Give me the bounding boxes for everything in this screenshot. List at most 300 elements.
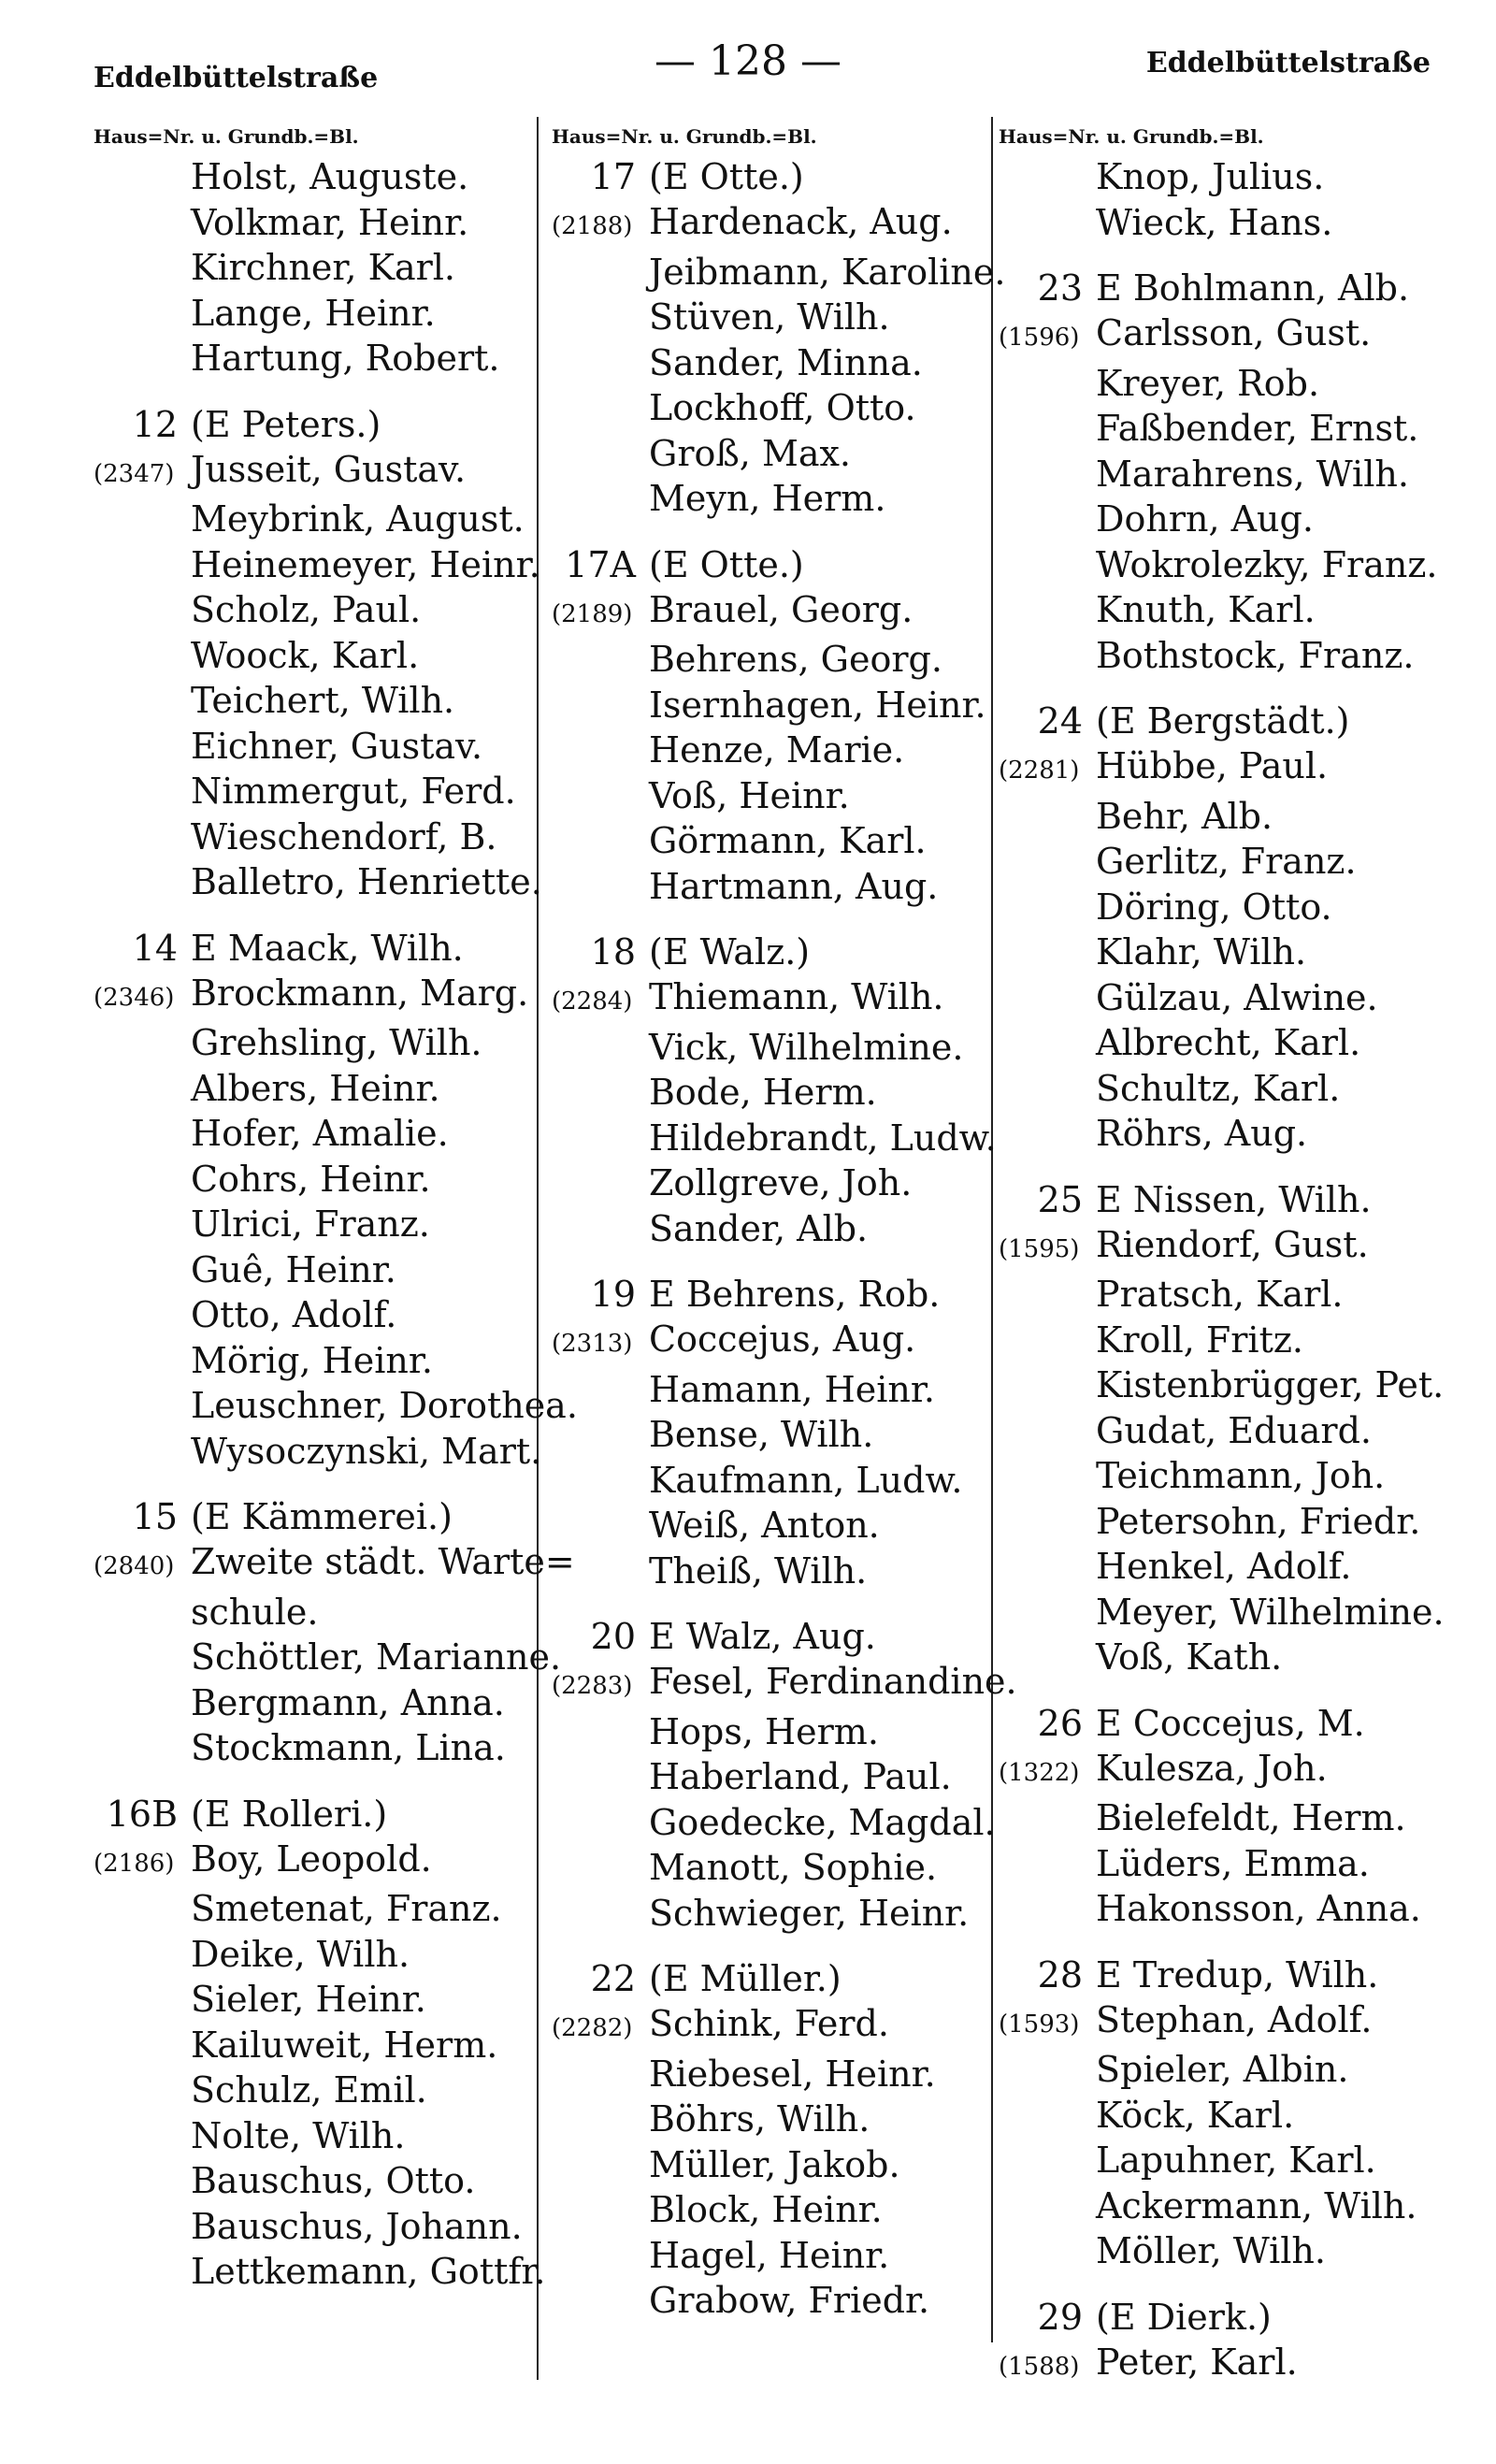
resident-name: Goedecke, Magdal. [649, 1801, 996, 1843]
resident-row [94, 1157, 542, 1203]
house-number: 17A [565, 543, 636, 585]
resident-row [552, 1367, 1000, 1413]
resident-name: Groß, Max. [649, 432, 852, 474]
resident-name: Klahr, Wilh. [1096, 931, 1307, 973]
house-header [999, 1177, 1485, 1222]
resident-name: Behrens, Georg. [649, 639, 942, 680]
resident-row [999, 1746, 1485, 1796]
resident-name: Faßbender, Ernst. [1096, 408, 1419, 449]
resident-name: Kirchner, Karl. [191, 247, 456, 288]
resident-row [999, 1635, 1485, 1680]
house-header [94, 1792, 542, 1837]
resident-name: Kaufmann, Ludw. [649, 1459, 963, 1501]
resident-row [552, 2187, 1000, 2233]
grundbuch-number: (1593) [999, 2010, 1080, 2039]
house-entry [94, 1494, 575, 1771]
house-number: 23 [1037, 267, 1083, 309]
resident-row [999, 1544, 1485, 1590]
house-header [552, 154, 1000, 199]
resident-row [999, 542, 1485, 588]
resident-row [94, 971, 542, 1021]
resident-name: Meyn, Herm. [649, 478, 886, 519]
resident-name: Peter, Karl. [1096, 2341, 1298, 2383]
resident-row [94, 2249, 546, 2295]
resident-row [94, 769, 542, 814]
resident-row [552, 1754, 1000, 1800]
resident-name: Schöttler, Marianne. [191, 1636, 562, 1678]
resident-row [999, 2138, 1485, 2183]
resident-name: Knop, Julius. [1096, 156, 1325, 197]
resident-row [94, 1383, 578, 1429]
resident-name: Köck, Karl. [1096, 2094, 1295, 2136]
house-number: 20 [590, 1616, 636, 1657]
resident-name: Hops, Herm. [649, 1710, 879, 1752]
resident-row [552, 2097, 1000, 2142]
resident-row [552, 1025, 1000, 1071]
column-heading: Haus=Nr. u. Grundb.=Bl. [999, 125, 1264, 148]
resident-row [552, 587, 1000, 638]
resident-name: Wieck, Hans. [1096, 201, 1333, 243]
resident-row [999, 2183, 1485, 2229]
resident-row [999, 975, 1485, 1021]
resident-row [552, 683, 1000, 728]
column-heading: Haus=Nr. u. Grundb.=Bl. [552, 125, 817, 148]
resident-row [999, 2228, 1485, 2274]
resident-row [999, 885, 1485, 930]
house-header [552, 1956, 1000, 2001]
house-header [999, 1952, 1485, 1997]
resident-row [552, 1206, 1000, 1252]
house-entry [552, 929, 1000, 1251]
resident-name: Wokrolezky, Franz. [1096, 543, 1438, 585]
resident-row [94, 291, 542, 337]
owner-label: E Nissen, Wilh. [1096, 1178, 1372, 1220]
resident-name: Boy, Leopold. [191, 1837, 432, 1880]
resident-row [552, 476, 1000, 522]
house-entry [999, 1952, 1485, 2274]
resident-name: Leuschner, Dorothea. [191, 1385, 578, 1426]
owner-label: E Coccejus, M. [1096, 1702, 1365, 1744]
resident-row [552, 199, 1000, 250]
resident-row [999, 200, 1485, 246]
house-entry [999, 1701, 1485, 1932]
resident-name: Block, Heinr. [649, 2189, 883, 2230]
house-number: 25 [1037, 1178, 1083, 1220]
resident-row [94, 447, 542, 497]
resident-row [552, 2142, 1000, 2188]
resident-row [94, 1539, 575, 1590]
resident-row [552, 2233, 1000, 2279]
owner-label: (E Otte.) [649, 543, 804, 585]
resident-name: Ackermann, Wilh. [1096, 2184, 1417, 2226]
resident-row [94, 2158, 542, 2204]
resident-name: Kulesza, Joh. [1096, 1747, 1328, 1789]
resident-name: Kistenbrügger, Pet. [1096, 1364, 1445, 1405]
resident-row [999, 743, 1485, 794]
resident-name: Bauschus, Otto. [191, 2160, 476, 2201]
resident-row [999, 361, 1485, 407]
resident-name: Gerlitz, Franz. [1096, 841, 1357, 882]
house-header [999, 266, 1485, 310]
house-number: 14 [132, 927, 178, 969]
resident-row [999, 2047, 1485, 2093]
house-number: 19 [590, 1274, 636, 1315]
grundbuch-number: (2188) [552, 212, 633, 240]
resident-name: Wysoczynski, Mart. [191, 1430, 542, 1472]
resident-name: Weiß, Anton. [649, 1505, 880, 1546]
resident-name: Grehsling, Wilh. [191, 1022, 482, 1063]
resident-row [552, 1317, 1000, 1367]
resident-name: Dohrn, Aug. [1096, 498, 1314, 540]
grundbuch-number: (1588) [999, 2352, 1080, 2381]
resident-row [999, 1066, 1485, 1112]
resident-row [999, 633, 1485, 679]
resident-name: Brauel, Georg. [649, 588, 913, 630]
house-entry [999, 154, 1485, 245]
resident-name: Stephan, Adolf. [1096, 1998, 1373, 2040]
house-entry [94, 1792, 546, 2295]
resident-name: Meybrink, August. [191, 498, 525, 540]
house-entry [552, 542, 1000, 910]
resident-name: Haberland, Paul. [649, 1756, 952, 1797]
resident-name: Bergmann, Anna. [191, 1681, 505, 1723]
house-number: 12 [132, 403, 178, 445]
resident-name: Woock, Karl. [191, 634, 420, 676]
grundbuch-number: (2189) [552, 599, 633, 628]
resident-name: Teichmann, Joh. [1096, 1455, 1386, 1496]
resident-row [999, 1886, 1485, 1932]
resident-name: Röhrs, Aug. [1096, 1113, 1308, 1154]
resident-row [552, 1070, 1000, 1116]
grundbuch-number: (2281) [999, 756, 1080, 785]
resident-name: Nimmergut, Ferd. [191, 771, 516, 812]
grundbuch-number: (2282) [552, 2014, 633, 2042]
resident-row [552, 1458, 1000, 1504]
page-header [0, 37, 1496, 112]
resident-row [94, 1932, 542, 1978]
grundbuch-number: (2186) [94, 1849, 175, 1878]
resident-row [999, 452, 1485, 497]
resident-row [94, 1066, 542, 1112]
resident-name: Behr, Alb. [1096, 795, 1273, 837]
resident-row [552, 1659, 1017, 1709]
owner-label: (E Bergstädt.) [1096, 700, 1350, 742]
resident-row [999, 406, 1485, 452]
house-entry [94, 402, 542, 905]
resident-row [999, 794, 1485, 840]
resident-name: Holst, Auguste. [191, 156, 469, 197]
resident-row [552, 637, 1000, 683]
resident-name: Pratsch, Karl. [1096, 1274, 1344, 1315]
grundbuch-number: (1596) [999, 324, 1080, 352]
owner-label: (E Walz.) [649, 931, 811, 973]
resident-row [999, 1362, 1485, 1408]
resident-row [552, 1800, 1000, 1846]
grundbuch-number: (2313) [552, 1330, 633, 1358]
resident-row [94, 2068, 542, 2113]
owner-label: (E Müller.) [649, 1958, 842, 1999]
resident-name: Marahrens, Wilh. [1096, 453, 1409, 495]
resident-row [999, 1020, 1485, 1066]
resident-name: Albrecht, Karl. [1096, 1022, 1361, 1063]
resident-row [94, 1292, 542, 1338]
resident-row [94, 1111, 542, 1157]
house-number: 18 [590, 931, 636, 973]
resident-row [552, 2001, 1000, 2052]
resident-name: Riebesel, Heinr. [649, 2053, 936, 2095]
resident-name: Voß, Kath. [1096, 1636, 1283, 1678]
resident-row [94, 1886, 542, 1932]
resident-name: Petersohn, Friedr. [1096, 1500, 1421, 1542]
resident-row [94, 1590, 542, 1635]
resident-row [94, 678, 542, 724]
resident-name: Hofer, Amalie. [191, 1113, 449, 1154]
resident-row [94, 542, 542, 588]
resident-name: Zweite städt. Warte= [191, 1541, 575, 1582]
resident-name: Heinemeyer, Heinr. [191, 543, 540, 585]
resident-name: Manott, Sophie. [649, 1847, 938, 1888]
directory-column [552, 125, 1017, 2344]
resident-name: Hakonsson, Anna. [1096, 1888, 1421, 1929]
owner-label: E Behrens, Rob. [649, 1274, 941, 1315]
resident-row [552, 1116, 1000, 1161]
resident-name: Böhrs, Wilh. [649, 2098, 870, 2140]
grundbuch-number: (2284) [552, 987, 633, 1016]
owner-label: E Walz, Aug. [649, 1616, 876, 1657]
resident-name: Cohrs, Heinr. [191, 1158, 431, 1200]
resident-name: Scholz, Paul. [191, 589, 422, 630]
resident-name: Gülzau, Alwine. [1096, 976, 1378, 1018]
resident-row [94, 1725, 542, 1771]
resident-row [552, 2052, 1000, 2097]
resident-name: Otto, Adolf. [191, 1294, 397, 1335]
house-header [552, 1272, 1000, 1317]
resident-row [999, 2093, 1485, 2139]
grundbuch-number: (2346) [94, 983, 175, 1012]
directory-column [94, 125, 578, 2315]
resident-row [94, 1977, 542, 2023]
resident-row [999, 1408, 1485, 1454]
resident-name: Lapuhner, Karl. [1096, 2140, 1376, 2181]
house-entry [552, 1614, 1017, 1936]
resident-row [552, 1709, 1000, 1755]
resident-name: Kreyer, Rob. [1096, 362, 1320, 404]
resident-row [999, 929, 1485, 975]
house-number: 16B [106, 1793, 178, 1835]
resident-name: Balletro, Henriette. [191, 861, 542, 902]
house-header [999, 1701, 1485, 1746]
owner-label: E Maack, Wilh. [191, 927, 464, 969]
grundbuch-number: (1322) [999, 1758, 1080, 1787]
resident-row [552, 974, 1000, 1025]
resident-name: Henze, Marie. [649, 729, 905, 771]
house-header [552, 542, 1000, 587]
resident-name: Lettkemann, Gottfr. [191, 2251, 546, 2292]
resident-name: Sander, Minna. [649, 341, 923, 383]
resident-name: schule. [191, 1591, 319, 1633]
resident-name: Mörig, Heinr. [191, 1339, 433, 1381]
resident-row [999, 1453, 1485, 1499]
resident-name: Thiemann, Wilh. [649, 976, 944, 1017]
resident-name: Jeibmann, Karoline. [649, 251, 1006, 293]
resident-row [999, 310, 1485, 361]
resident-name: Kailuweit, Herm. [191, 2024, 498, 2066]
resident-row [94, 724, 542, 770]
resident-row [94, 497, 542, 542]
resident-name: Grabow, Friedr. [649, 2280, 930, 2321]
resident-name: Riendorf, Gust. [1096, 1223, 1369, 1265]
house-header [94, 402, 542, 447]
house-entry [999, 1177, 1485, 1680]
resident-row [999, 587, 1485, 633]
resident-row [999, 839, 1485, 885]
resident-name: Deike, Wilh. [191, 1933, 410, 1975]
resident-row [94, 2204, 542, 2250]
resident-row [94, 1837, 542, 1887]
resident-row [999, 1111, 1485, 1157]
resident-name: Schink, Ferd. [649, 2003, 889, 2044]
resident-name: Hartmann, Aug. [649, 865, 939, 907]
resident-name: Kroll, Fritz. [1096, 1318, 1303, 1361]
resident-name: Bothstock, Franz. [1096, 634, 1415, 676]
resident-row [999, 1499, 1485, 1545]
house-header [552, 929, 1000, 974]
resident-name: Albers, Heinr. [191, 1067, 440, 1109]
house-entry [999, 2295, 1485, 2390]
resident-row [552, 431, 1000, 477]
house-entry [552, 1956, 1000, 2324]
resident-name: Stüven, Wilh. [649, 296, 890, 338]
resident-name: Hübbe, Paul. [1096, 745, 1329, 786]
resident-row [552, 340, 1000, 386]
resident-name: Theiß, Wilh. [649, 1549, 868, 1592]
resident-name: Jusseit, Gustav. [191, 448, 467, 490]
resident-name: Hildebrandt, Ludw. [649, 1117, 997, 1159]
street-header-left: Eddelbüttelstraße [94, 62, 379, 94]
resident-row [552, 1891, 1000, 1937]
street-header-right: Eddelbüttelstraße [1145, 47, 1431, 79]
resident-name: Müller, Jakob. [649, 2143, 900, 2185]
resident-name: Teichert, Wilh. [191, 680, 455, 721]
resident-name: Hagel, Heinr. [649, 2234, 890, 2276]
grundbuch-number: (2283) [552, 1672, 633, 1700]
resident-name: Sander, Alb. [649, 1207, 869, 1249]
directory-column [999, 126, 1485, 2410]
resident-row [94, 1247, 542, 1293]
house-number: 26 [1037, 1702, 1083, 1744]
resident-row [999, 1222, 1485, 1273]
grundbuch-number: (2347) [94, 459, 175, 488]
owner-label: (E Otte.) [649, 156, 804, 197]
resident-row [94, 1680, 542, 1726]
resident-row [94, 245, 542, 291]
house-number: 29 [1037, 2296, 1083, 2338]
resident-name: Nolte, Wilh. [191, 2114, 406, 2156]
page-number: — 128 — [654, 37, 842, 85]
grundbuch-number: (1595) [999, 1234, 1080, 1263]
resident-name: Hartung, Robert. [191, 338, 500, 379]
resident-row [552, 1160, 1000, 1206]
resident-row [552, 1549, 1000, 1594]
house-entry [94, 926, 578, 1475]
resident-row [552, 1845, 1000, 1891]
resident-name: Zollgreve, Joh. [649, 1162, 913, 1203]
resident-name: Carlsson, Gust. [1096, 312, 1372, 353]
resident-row [94, 587, 542, 633]
resident-name: Lockhoff, Otto. [649, 387, 916, 428]
house-header [999, 699, 1485, 743]
resident-name: Fesel, Ferdinandine. [649, 1661, 1017, 1702]
resident-row [999, 2340, 1485, 2390]
resident-name: Bauschus, Johann. [191, 2205, 523, 2247]
resident-name: Spieler, Albin. [1096, 2049, 1349, 2090]
resident-row [94, 814, 542, 860]
resident-name: Bense, Wilh. [649, 1414, 874, 1455]
resident-row [552, 385, 1000, 431]
owner-label: (E Rolleri.) [191, 1793, 388, 1835]
resident-row [94, 1202, 542, 1247]
resident-row [552, 818, 1000, 864]
resident-row [552, 773, 1000, 819]
resident-row [999, 1318, 1485, 1363]
resident-row [94, 1429, 542, 1475]
resident-name: Gudat, Eduard. [1096, 1409, 1373, 1451]
column-heading: Haus=Nr. u. Grundb.=Bl. [94, 125, 359, 148]
resident-row [94, 2023, 542, 2068]
owner-label: E Bohlmann, Alb. [1096, 267, 1410, 309]
resident-row [999, 1272, 1485, 1318]
owner-label: (E Dierk.) [1096, 2296, 1272, 2338]
house-entry [552, 1272, 1000, 1593]
house-number: 17 [590, 156, 636, 197]
resident-name: Hamann, Heinr. [649, 1368, 935, 1410]
resident-name: Ulrici, Franz. [191, 1203, 430, 1245]
resident-name: Guê, Heinr. [191, 1248, 396, 1290]
house-entry [999, 266, 1485, 678]
house-number: 22 [590, 1958, 636, 1999]
resident-name: Döring, Otto. [1096, 886, 1332, 928]
resident-row [552, 728, 1000, 773]
resident-row [999, 154, 1485, 200]
house-header [94, 926, 542, 971]
grundbuch-number: (2840) [94, 1552, 175, 1580]
house-entry [552, 154, 1006, 522]
resident-name: Hardenack, Aug. [649, 201, 953, 242]
owner-label: E Tredup, Wilh. [1096, 1953, 1379, 1996]
resident-row [94, 1338, 542, 1384]
resident-name: Stockmann, Lina. [191, 1727, 506, 1768]
owner-label: (E Peters.) [191, 403, 381, 445]
resident-name: Meyer, Wilhelmine. [1096, 1591, 1445, 1633]
resident-row [999, 497, 1485, 542]
house-number: 15 [132, 1496, 178, 1537]
resident-row [999, 1841, 1485, 1887]
resident-name: Coccejus, Aug. [649, 1318, 916, 1360]
resident-row [999, 1997, 1485, 2048]
resident-row [999, 1795, 1485, 1841]
owner-label: (E Kämmerei.) [191, 1496, 453, 1537]
resident-row [94, 633, 542, 679]
resident-name: Knuth, Karl. [1096, 589, 1316, 630]
house-header [999, 2295, 1485, 2340]
resident-name: Schwieger, Heinr. [649, 1892, 970, 1934]
resident-row [552, 864, 1000, 910]
resident-name: Isernhagen, Heinr. [649, 684, 986, 726]
resident-name: Bielefeldt, Herm. [1096, 1797, 1406, 1838]
resident-name: Görmann, Karl. [649, 820, 927, 861]
resident-row [552, 1412, 1000, 1458]
resident-name: Vick, Wilhelmine. [649, 1026, 964, 1068]
